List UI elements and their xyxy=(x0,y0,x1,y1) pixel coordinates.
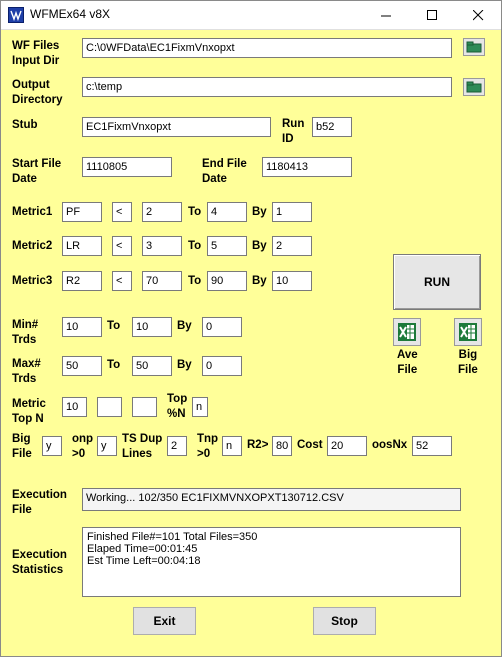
wf-files-label: WF Files Input Dir xyxy=(12,40,60,67)
window-title: WFMEx64 v8X xyxy=(30,7,111,21)
metric1-name-input[interactable]: PF xyxy=(62,202,102,222)
metric3-to-label: To xyxy=(188,275,202,287)
stats-line: Finished File#=101 Total Files=350 xyxy=(87,531,258,543)
metric2-by-label: By xyxy=(252,240,267,252)
end-date-label: End File Date xyxy=(202,158,247,185)
browse-input-dir-button[interactable] xyxy=(463,38,485,56)
stats-line: Est Time Left=00:04:18 xyxy=(87,555,201,567)
excel-icon xyxy=(458,322,478,342)
metric1-by-label: By xyxy=(252,206,267,218)
ts-dup-label: TS Dup Lines xyxy=(122,433,163,460)
excel-icon xyxy=(397,322,417,342)
ave-file-label: Ave File xyxy=(397,349,418,376)
stop-button[interactable]: Stop xyxy=(313,607,376,635)
max-trds-label: Max# Trds xyxy=(12,358,41,385)
max-trds-from-input[interactable]: 50 xyxy=(62,356,102,376)
min-trds-label: Min# Trds xyxy=(12,319,39,346)
oosnx-input[interactable]: 52 xyxy=(412,436,452,456)
close-button[interactable] xyxy=(455,1,501,30)
metric-topn-input-3[interactable] xyxy=(132,397,157,417)
min-trds-from-input[interactable]: 10 xyxy=(62,317,102,337)
oosnx-label: oosNx xyxy=(372,439,408,451)
max-trds-to-label: To xyxy=(107,359,121,371)
output-dir-label: Output Directory xyxy=(12,79,63,106)
stub-label: Stub xyxy=(12,119,38,131)
run-button[interactable]: RUN xyxy=(393,254,481,310)
execution-stats-label: Execution Statistics xyxy=(12,549,67,576)
minimize-button[interactable] xyxy=(363,1,409,30)
ave-file-button[interactable] xyxy=(393,318,421,346)
metric3-by-input[interactable]: 10 xyxy=(272,271,312,291)
metric2-to-input[interactable]: 5 xyxy=(207,236,247,256)
tnp-label: Tnp >0 xyxy=(197,433,219,460)
metric3-label: Metric3 xyxy=(12,275,53,287)
metric3-name-input[interactable]: R2 xyxy=(62,271,102,291)
start-date-label: Start File Date xyxy=(12,158,62,185)
big-file-button[interactable] xyxy=(454,318,482,346)
metric2-from-input[interactable]: 3 xyxy=(142,236,182,256)
min-trds-to-label: To xyxy=(107,320,121,332)
tnp-input[interactable]: n xyxy=(222,436,242,456)
execution-stats-display xyxy=(82,527,461,597)
big-file-option-input[interactable]: y xyxy=(42,436,62,456)
exit-button[interactable]: Exit xyxy=(133,607,196,635)
ts-dup-input[interactable]: 2 xyxy=(167,436,187,456)
metric3-to-input[interactable]: 90 xyxy=(207,271,247,291)
output-dir-input[interactable]: c:\temp xyxy=(82,77,452,97)
folder-icon xyxy=(466,41,482,53)
browse-output-dir-button[interactable] xyxy=(463,78,485,96)
metric1-from-input[interactable]: 2 xyxy=(142,202,182,222)
wf-files-input[interactable]: C:\0WFData\EC1FixmVnxopxt xyxy=(82,38,452,58)
minimize-icon xyxy=(381,10,392,21)
run-id-input[interactable]: b52 xyxy=(312,117,352,137)
maximize-icon xyxy=(427,10,438,21)
stub-input[interactable]: EC1FixmVnxopxt xyxy=(82,117,271,137)
metric2-by-input[interactable]: 2 xyxy=(272,236,312,256)
metric1-to-label: To xyxy=(188,206,202,218)
stats-line: Elaped Time=00:01:45 xyxy=(87,543,198,555)
metric3-operator-input[interactable]: < xyxy=(112,271,132,291)
metric1-by-input[interactable]: 1 xyxy=(272,202,312,222)
metric2-name-input[interactable]: LR xyxy=(62,236,102,256)
execution-file-display: Working... 102/350 EC1FIXMVNXOPXT130712.CSV xyxy=(82,488,461,511)
cost-input[interactable]: 20 xyxy=(327,436,367,456)
top-pct-n-label: Top %N xyxy=(167,393,188,420)
metric-topn-label: Metric Top N xyxy=(12,398,46,425)
app-logo-icon xyxy=(8,7,24,23)
metric3-by-label: By xyxy=(252,275,267,287)
metric-topn-input-1[interactable]: 10 xyxy=(62,397,87,417)
title-bar xyxy=(1,1,501,30)
max-trds-to-input[interactable]: 50 xyxy=(132,356,172,376)
top-pct-n-input[interactable]: n xyxy=(192,397,208,417)
min-trds-by-input[interactable]: 0 xyxy=(202,317,242,337)
folder-icon xyxy=(466,81,482,93)
metric1-to-input[interactable]: 4 xyxy=(207,202,247,222)
close-icon xyxy=(473,10,484,21)
metric1-label: Metric1 xyxy=(12,206,53,218)
max-trds-by-input[interactable]: 0 xyxy=(202,356,242,376)
run-id-label: Run ID xyxy=(282,118,305,145)
metric3-from-input[interactable]: 70 xyxy=(142,271,182,291)
onp-label: onp >0 xyxy=(72,433,94,460)
min-trds-by-label: By xyxy=(177,320,192,332)
execution-file-label: Execution File xyxy=(12,489,67,516)
onp-input[interactable]: y xyxy=(97,436,117,456)
r2-input[interactable]: 80 xyxy=(272,436,292,456)
r2-label: R2> xyxy=(247,439,269,451)
big-file-button-label: Big File xyxy=(458,349,478,376)
metric2-operator-input[interactable]: < xyxy=(112,236,132,256)
min-trds-to-input[interactable]: 10 xyxy=(132,317,172,337)
start-date-input[interactable]: 1110805 xyxy=(82,157,172,177)
big-file-option-label: Big File xyxy=(12,433,32,460)
cost-label: Cost xyxy=(297,439,323,451)
max-trds-by-label: By xyxy=(177,359,192,371)
metric1-operator-input[interactable]: < xyxy=(112,202,132,222)
metric2-to-label: To xyxy=(188,240,202,252)
metric2-label: Metric2 xyxy=(12,240,53,252)
metric-topn-input-2[interactable] xyxy=(97,397,122,417)
end-date-input[interactable]: 1180413 xyxy=(262,157,352,177)
maximize-button[interactable] xyxy=(409,1,455,30)
